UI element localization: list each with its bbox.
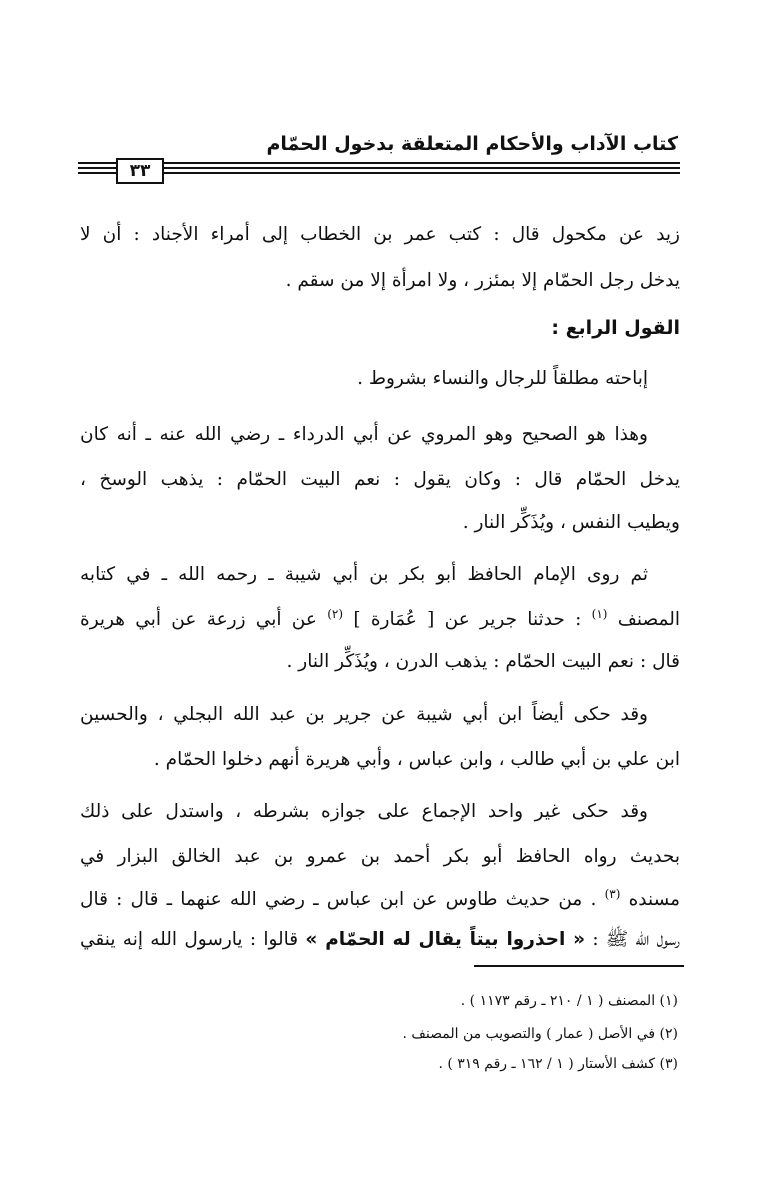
text-run: عن أبي زرعة عن أبي هريرة [80,609,317,630]
text-line: بحديث رواه الحافظ أبو بكر أحمد بن عمرو بن عبد الخالق البزار في [80,846,680,867]
text-line [80,928,680,952]
hadith-quote: « احذروا بيتاً يقال له الحمّام » [305,929,586,950]
header-rule [78,167,680,169]
text-line [80,888,680,912]
text-line [80,608,680,632]
footnote-separator [474,965,684,967]
text-run: . من حديث طاوس عن ابن عباس ـ رضي الله عنهما ـ قال : قال [80,889,597,910]
text-run: : حدثنا جرير عن [ عُمَارة ] [353,609,582,630]
text-line: يدخل الحمّام قال : وكان يقول : نعم البيت الحمّام : يذهب الوسخ ، [80,469,680,490]
footnote-marker: (٢) [327,606,344,621]
text-run: مسنده [628,889,680,910]
text-line: وقد حكى غير واحد الإجماع على جوازه بشرطه ، واستدل على ذلك [80,801,648,822]
text-line: ثم روى الإمام الحافظ أبو بكر بن أبي شيبة ـ رحمه الله ـ في كتابه [80,564,648,585]
running-title: كتاب الآداب والأحكام المتعلقة بدخول الحمّام [266,133,678,155]
header-rule [78,162,680,164]
footnote: (٢) في الأصل ( عمار ) والتصويب من المصنف . [402,1026,678,1042]
text-line: قال : نعم البيت الحمّام : يذهب الدرن ، ويُذَكِّر النار . [286,651,680,672]
footnote: (٣) كشف الأستار ( ١ / ١٦٢ ـ رقم ٣١٩ ) . [438,1056,678,1072]
header-rule [78,172,680,174]
text-run: المصنف [617,609,681,630]
text-line: إباحته مطلقاً للرجال والنساء بشروط . [357,368,648,389]
page-number: ٣٣ [116,158,164,184]
footnote-marker: (١) [591,606,608,621]
text-line: وقد حكى أيضاً ابن أبي شيبة عن جرير بن عبد الله البجلي ، والحسين [80,704,648,725]
text-line: ابن علي بن أبي طالب ، وابن عباس ، وأبي هريرة أنهم دخلوا الحمّام . [153,749,680,770]
text-line: ويطيب النفس ، ويُذَكِّر النار . [462,512,680,533]
text-run: قالوا : يارسول الله إنه ينقي [80,929,299,950]
text-run: رسول الله ﷺ : [592,929,680,950]
text-line: زيد عن مكحول قال : كتب عمر بن الخطاب إلى أمراء الأجناد : أن لا [80,224,680,245]
footnote-marker: (٣) [604,886,621,901]
text-line: يدخل رجل الحمّام إلا بمئزر ، ولا امرأة إلا من سقم . [285,270,680,291]
text-line: وهذا هو الصحيح وهو المروي عن أبي الدرداء ـ رضي الله عنه ـ أنه كان [80,424,648,445]
section-heading: القول الرابع : [551,317,680,339]
footnote: (١) المصنف ( ١ / ٢١٠ ـ رقم ١١٧٣ ) . [460,993,678,1009]
